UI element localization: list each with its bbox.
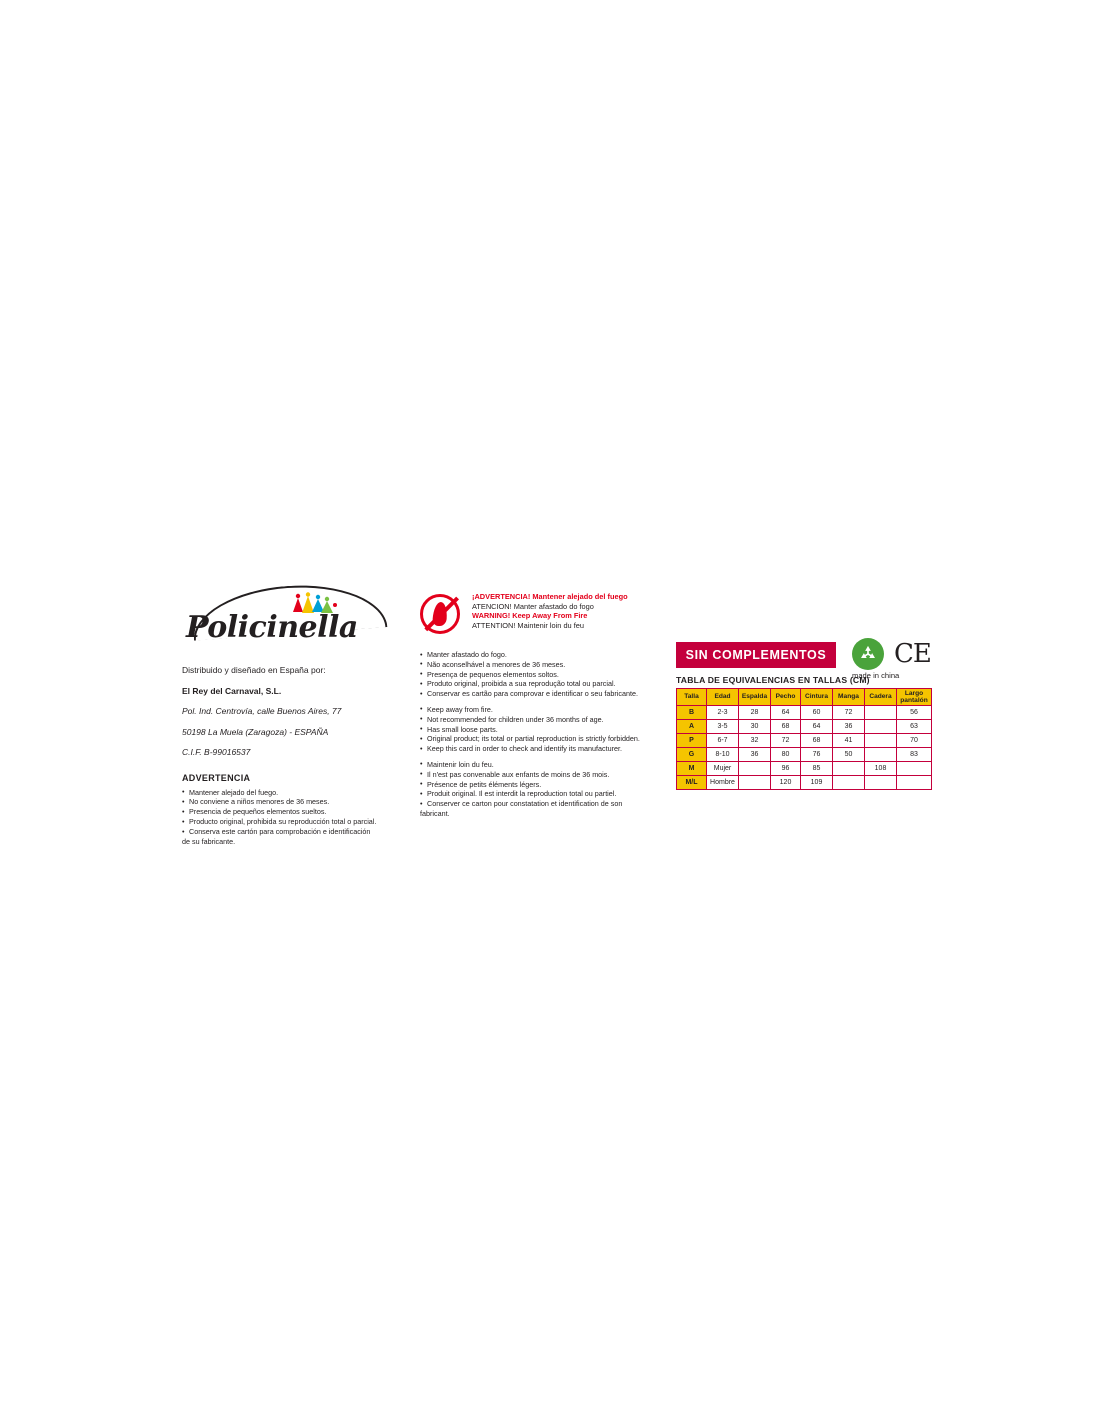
list-item: • Producto original, prohibida su reproducción total o parcial.	[182, 817, 427, 826]
size-table-caption: TABLA DE EQUIVALENCIAS EN TALLAS (CM)	[676, 675, 870, 685]
cell: 50	[833, 748, 865, 762]
table-header-row	[677, 689, 932, 706]
brand-logo	[182, 586, 382, 656]
certification-marks	[852, 638, 944, 686]
cell	[865, 706, 897, 720]
fire-warning-en: WARNING! Keep Away From Fire	[472, 611, 588, 621]
cell: A	[677, 720, 707, 734]
col-header: Largo pantalón	[897, 689, 932, 706]
list-item: • Has small loose parts.	[420, 725, 650, 735]
cell	[739, 776, 771, 790]
list-item: • Keep this card in order to check and identify its manufacturer.	[420, 744, 650, 754]
list-item: • Manter afastado do fogo.	[420, 650, 650, 660]
cell: Mujer	[707, 762, 739, 776]
warning-block-pt	[420, 650, 650, 699]
fire-warning-pt: ATENCION! Manter afastado do fogo	[472, 601, 594, 611]
list-item: • Conserva este cartón para comprobación e identificación	[182, 827, 427, 836]
cell: 28	[739, 706, 771, 720]
list-item: • Produto original, proibida a sua reprodução total ou parcial.	[420, 679, 650, 689]
list-item: • Présence de petits éléments légers.	[420, 780, 650, 790]
cell: 64	[771, 706, 801, 720]
col-header: Manga	[833, 689, 865, 706]
list-item: • Maintenir loin du feu.	[420, 760, 650, 770]
cell: 72	[771, 734, 801, 748]
cell: 8-10	[707, 748, 739, 762]
cell: 60	[801, 706, 833, 720]
brand-name: Policinella	[186, 610, 358, 645]
cell: B	[677, 706, 707, 720]
cell	[833, 776, 865, 790]
cell: 120	[771, 776, 801, 790]
distributor-address-2: 50198 La Muela (Zaragoza) - ESPAÑA	[182, 726, 329, 737]
list-item: • Mantener alejado del fuego.	[182, 788, 427, 797]
cell: M	[677, 762, 707, 776]
ce-mark-icon: CE	[894, 639, 931, 669]
cell: 80	[771, 748, 801, 762]
list-item: de su fabricante.	[182, 837, 236, 847]
distributor-cif: C.I.F. B-99016537	[182, 747, 251, 757]
cell	[865, 734, 897, 748]
distributor-column	[182, 586, 427, 847]
cell	[865, 748, 897, 762]
warning-heading-es: ADVERTENCIA	[182, 772, 251, 783]
fire-warning-lines	[472, 592, 628, 630]
cell: 41	[833, 734, 865, 748]
cell: 108	[865, 762, 897, 776]
no-fire-icon	[420, 594, 464, 638]
list-item: • Not recommended for children under 36 months of age.	[420, 715, 650, 725]
list-item: fabricant.	[420, 808, 450, 818]
made-in-label: made in china	[852, 671, 900, 680]
cell: 68	[801, 734, 833, 748]
table-row	[677, 720, 932, 734]
cell: 32	[739, 734, 771, 748]
size-equivalence-table	[676, 688, 932, 790]
cell	[897, 776, 932, 790]
cell: Hombre	[707, 776, 739, 790]
cell	[739, 762, 771, 776]
fire-warning-header	[420, 592, 650, 644]
table-row	[677, 706, 932, 720]
list-item: • Il n'est pas convenable aux enfants de moins de 36 mois.	[420, 770, 650, 780]
table-row	[677, 762, 932, 776]
table-row	[677, 748, 932, 762]
cell: G	[677, 748, 707, 762]
cell	[865, 720, 897, 734]
col-header: Talla	[677, 689, 707, 706]
size-table-column	[676, 639, 942, 790]
cell: 6-7	[707, 734, 739, 748]
fire-warning-fr: ATTENTION! Maintenir loin du feu	[472, 620, 584, 630]
list-item: • Não aconselhável a menores de 36 meses.	[420, 660, 650, 670]
multilingual-warnings-column	[420, 592, 650, 819]
cell: 70	[897, 734, 932, 748]
cell	[865, 776, 897, 790]
col-header: Cintura	[801, 689, 833, 706]
cell: 63	[897, 720, 932, 734]
cell: 109	[801, 776, 833, 790]
cell: 56	[897, 706, 932, 720]
list-item: • Original product; its total or partial reproduction is strictly forbidden.	[420, 734, 650, 744]
status-badge: SIN COMPLEMENTOS	[676, 642, 836, 668]
cell: 36	[739, 748, 771, 762]
col-header: Cadera	[865, 689, 897, 706]
cell: 2-3	[707, 706, 739, 720]
cell: 72	[833, 706, 865, 720]
col-header: Pecho	[771, 689, 801, 706]
distributor-address-1: Pol. Ind. Centrovía, calle Buenos Aires, 77	[182, 706, 342, 716]
list-item: • Produit original. Il est interdit la reproduction total ou partiel.	[420, 789, 650, 799]
cell: M/L	[677, 776, 707, 790]
col-header: Edad	[707, 689, 739, 706]
cell: 3-5	[707, 720, 739, 734]
cell: 76	[801, 748, 833, 762]
list-item: • Conserver ce carton pour constatation et identification de son	[420, 799, 650, 809]
table-row	[677, 776, 932, 790]
warning-block-en	[420, 705, 650, 754]
cell	[833, 762, 865, 776]
cell: 96	[771, 762, 801, 776]
cell: 68	[771, 720, 801, 734]
cell: 83	[897, 748, 932, 762]
cell: P	[677, 734, 707, 748]
list-item: • Keep away from fire.	[420, 705, 650, 715]
list-item: • Presencia de pequeños elementos sueltos.	[182, 807, 427, 816]
col-header: Espalda	[739, 689, 771, 706]
packaging-artwork	[182, 586, 942, 846]
warning-block-fr	[420, 760, 650, 819]
recycle-icon	[852, 638, 884, 670]
distributor-intro: Distribuido y diseñado en España por:	[182, 665, 326, 675]
cell	[897, 762, 932, 776]
cell: 36	[833, 720, 865, 734]
cell: 85	[801, 762, 833, 776]
table-row	[677, 734, 932, 748]
distributor-company: El Rey del Carnaval, S.L.	[182, 685, 282, 696]
warning-list-es	[182, 788, 427, 847]
list-item: • Conservar es cartão para comprovar e identificar o seu fabricante.	[420, 689, 650, 699]
cell: 64	[801, 720, 833, 734]
fire-warning-es: ¡ADVERTENCIA! Mantener alejado del fuego	[472, 592, 628, 601]
cell: 30	[739, 720, 771, 734]
list-item: • Presença de pequenos elementos soltos.	[420, 670, 650, 680]
list-item: • No conviene a niños menores de 36 meses.	[182, 797, 427, 806]
